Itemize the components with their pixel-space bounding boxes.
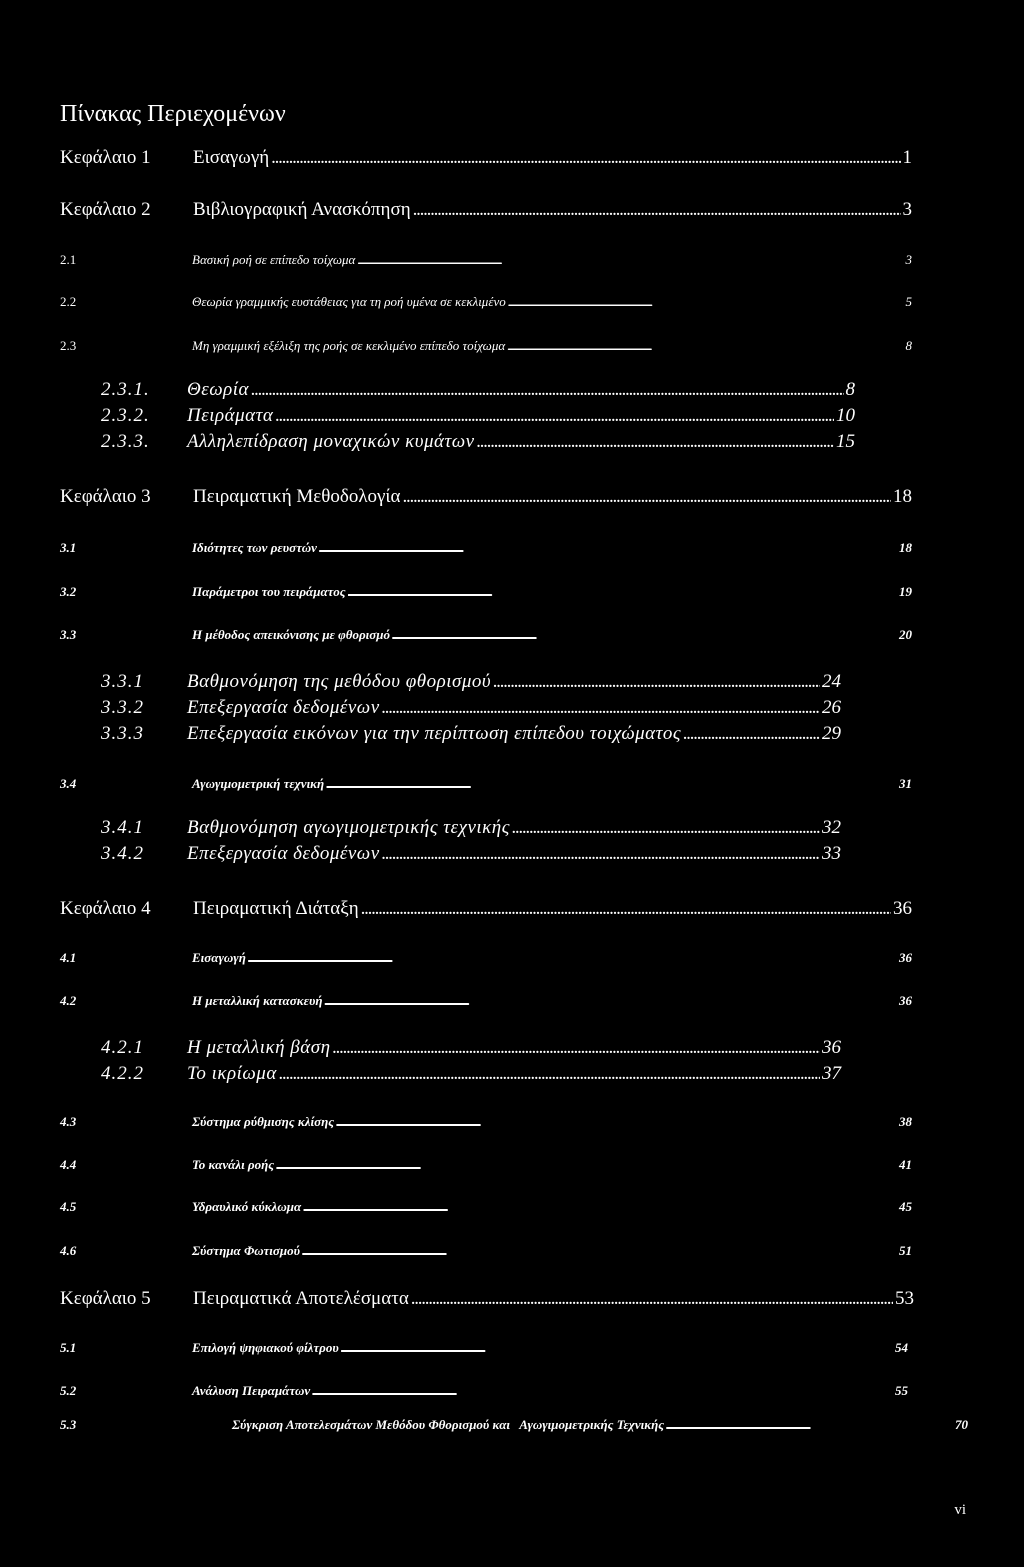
dot-leader (361, 898, 891, 920)
entry-title: Ανάλυση Πειραμάτων (192, 1383, 311, 1398)
entry-title: Σύγκριση Αποτελεσμάτων Μεθόδου Φθορισμού και Αγωγιμομετρικής Τεχνικής (232, 1417, 665, 1432)
page-number: vi (954, 1502, 966, 1518)
dot-leader (382, 843, 820, 865)
entry-number: 4.1 (60, 950, 77, 965)
entry-page: 38 (899, 1114, 912, 1129)
entry-page: 8 (905, 338, 912, 353)
entry-number: 3.3 (60, 627, 77, 642)
dot-leader (333, 1037, 820, 1059)
dot-leader (411, 1288, 893, 1310)
dot-leader (336, 1114, 897, 1130)
entry-title: Υδραυλικό κύκλωμα (192, 1199, 302, 1214)
toc-entry-3-4-1[interactable] (101, 817, 841, 843)
toc-entry-5-1[interactable] (60, 1340, 908, 1358)
entry-page: 32 (822, 817, 841, 838)
entry-page: 70 (955, 1417, 968, 1432)
entry-page: 55 (895, 1383, 908, 1398)
entry-page: 41 (899, 1157, 912, 1172)
toc-entry-4-6[interactable] (60, 1243, 912, 1261)
entry-page: 45 (899, 1199, 912, 1214)
entry-number: 4.5 (60, 1199, 77, 1214)
entry-page: 33 (822, 843, 841, 864)
toc-entry-3-4[interactable] (60, 776, 912, 794)
entry-title: Θεωρία (187, 379, 249, 400)
dot-leader (326, 776, 897, 792)
entry-number: 4.2 (60, 993, 77, 1008)
entry-title: Επιλογή ψηφιακού φίλτρου (192, 1340, 339, 1355)
entry-page: 36 (822, 1037, 841, 1058)
dot-leader (413, 199, 901, 221)
entry-page: 36 (899, 993, 912, 1008)
entry-title: Πειραματικά Αποτελέσματα (193, 1288, 409, 1309)
entry-number: 2.3.3. (101, 431, 150, 452)
entry-number: 4.6 (60, 1243, 77, 1258)
entry-page: 31 (899, 776, 912, 791)
entry-number: 3.2 (60, 584, 77, 599)
entry-number: 3.4.2 (101, 843, 144, 864)
dot-leader (357, 252, 903, 268)
entry-title: Επεξεργασία δεδομένων (187, 843, 380, 864)
entry-number: 5.1 (60, 1340, 77, 1355)
toc-entry-chapter-4[interactable] (60, 898, 912, 924)
toc-entry-chapter-5[interactable] (60, 1288, 914, 1314)
entry-number: 3.3.3 (101, 723, 144, 744)
entry-title: Σύστημα ρύθμισης κλίσης (192, 1114, 335, 1129)
dot-leader (666, 1417, 953, 1433)
dot-leader (392, 627, 897, 643)
entry-number: 4.3 (60, 1114, 77, 1129)
entry-title: Μη γραμμική εξέλιξη της ροής σε κεκλιμένο επίπεδο τοίχωμα (192, 338, 506, 353)
entry-page: 51 (899, 1243, 912, 1258)
toc-entry-3-3[interactable] (60, 627, 912, 645)
toc-heading: Πίνακας Περιεχομένων (60, 101, 286, 127)
entry-number: 4.4 (60, 1157, 77, 1172)
entry-page: 15 (836, 431, 855, 452)
dot-leader (324, 993, 897, 1009)
dot-leader (275, 405, 834, 427)
entry-title: Η μέθοδος απεικόνισης με φθορισμό (192, 627, 391, 642)
entry-title: Θεωρία γραμμικής ευστάθειας για τη ροή υμένα σε κεκλιμένο (192, 294, 506, 309)
toc-entry-2-2[interactable] (60, 294, 912, 312)
entry-number: Κεφάλαιο 1 (60, 147, 151, 168)
entry-page: 5 (905, 294, 912, 309)
dot-leader (348, 584, 897, 600)
toc-entry-4-2-1[interactable] (101, 1037, 841, 1063)
entry-number: Κεφάλαιο 3 (60, 486, 151, 507)
entry-page: 20 (899, 627, 912, 642)
entry-title: Η μεταλλική κατασκευή (192, 993, 323, 1008)
entry-page: 18 (899, 540, 912, 555)
dot-leader (303, 1199, 897, 1215)
toc-entry-2-3-3[interactable] (101, 431, 855, 457)
entry-title: Ιδιότητες των ρευστών (192, 540, 317, 555)
entry-title: Σύστημα Φωτισμού (192, 1243, 300, 1258)
toc-entry-3-2[interactable] (60, 584, 912, 602)
dot-leader (276, 1157, 897, 1173)
toc-entry-4-2-2[interactable] (101, 1063, 841, 1089)
dot-leader (477, 431, 834, 453)
entry-title: Η μεταλλική βάση (187, 1037, 331, 1058)
entry-number: Κεφάλαιο 5 (60, 1288, 151, 1309)
toc-entry-4-2[interactable] (60, 993, 912, 1011)
dot-leader (251, 379, 844, 401)
dot-leader (312, 1383, 893, 1399)
entry-title: Βαθμονόμηση της μεθόδου φθορισμού (187, 671, 492, 692)
entry-number: 2.3 (60, 338, 77, 353)
toc-entry-2-1[interactable] (60, 252, 912, 270)
toc-entry-4-1[interactable] (60, 950, 912, 968)
dot-leader (248, 950, 897, 966)
entry-page: 36 (893, 898, 912, 919)
entry-page: 37 (822, 1063, 841, 1084)
dot-leader (683, 723, 820, 745)
entry-number: 3.4 (60, 776, 77, 791)
dot-leader (403, 486, 892, 508)
entry-number: 2.2 (60, 294, 77, 309)
entry-title: Αγωγιμομετρική τεχνική (192, 776, 325, 791)
entry-title: Παράμετροι του πειράματος (192, 584, 346, 599)
toc-entry-3-3-1[interactable] (101, 671, 841, 697)
entry-title: Πειραματική Διάταξη (193, 898, 359, 919)
entry-number: 3.1 (60, 540, 77, 555)
entry-number: 2.1 (60, 252, 77, 267)
entry-number: 5.2 (60, 1383, 77, 1398)
entry-title: Αλληλεπίδραση μοναχικών κυμάτων (187, 431, 475, 452)
entry-page: 18 (893, 486, 912, 507)
toc-entry-2-3-2[interactable] (101, 405, 855, 431)
entry-title: Επεξεργασία δεδομένων (187, 697, 380, 718)
entry-number: 3.4.1 (101, 817, 144, 838)
toc-entry-4-5[interactable] (60, 1199, 912, 1217)
entry-number: 4.2.1 (101, 1037, 144, 1058)
toc-entry-3-1[interactable] (60, 540, 912, 558)
entry-title: Πειράματα (187, 405, 274, 426)
entry-number: Κεφάλαιο 2 (60, 199, 151, 220)
toc-entry-5-2[interactable] (60, 1383, 908, 1401)
dot-leader (302, 1243, 897, 1259)
toc-entry-4-4[interactable] (60, 1157, 912, 1175)
dot-leader (271, 147, 900, 169)
dot-leader (341, 1340, 893, 1356)
entry-number: 3.3.2 (101, 697, 144, 718)
toc-entry-2-3-1[interactable] (101, 379, 855, 405)
entry-title: Βιβλιογραφική Ανασκόπηση (193, 199, 411, 220)
dot-leader (319, 540, 897, 556)
entry-page: 19 (899, 584, 912, 599)
entry-title: Εισαγωγή (193, 147, 270, 168)
toc-entry-3-4-2[interactable] (101, 843, 841, 869)
entry-title: Το κανάλι ροής (192, 1157, 275, 1172)
toc-entry-chapter-1[interactable] (60, 147, 912, 173)
entry-page: 36 (899, 950, 912, 965)
toc-entry-3-3-3[interactable] (101, 723, 841, 749)
dot-leader (493, 671, 820, 693)
toc-entry-5-3[interactable] (60, 1417, 968, 1435)
entry-page: 26 (822, 697, 841, 718)
toc-entry-3-3-2[interactable] (101, 697, 841, 723)
entry-page: 10 (836, 405, 855, 426)
entry-title: Επεξεργασία εικόνων για την περίπτωση επίπεδου τοιχώματος (187, 723, 682, 744)
dot-leader (508, 294, 904, 310)
entry-page: 24 (822, 671, 841, 692)
dot-leader (382, 697, 820, 719)
dot-leader (279, 1063, 820, 1085)
entry-number: Κεφάλαιο 4 (60, 898, 151, 919)
entry-title: Βαθμονόμηση αγωγιμομετρικής τεχνικής (187, 817, 510, 838)
entry-page: 3 (902, 199, 912, 220)
entry-number: 5.3 (60, 1417, 77, 1432)
entry-page: 1 (902, 147, 912, 168)
toc-entry-4-3[interactable] (60, 1114, 912, 1132)
entry-title: Βασική ροή σε επίπεδο τοίχωμα (192, 252, 356, 267)
entry-number: 4.2.2 (101, 1063, 144, 1084)
entry-page: 3 (905, 252, 912, 267)
toc-entry-chapter-3[interactable] (60, 486, 912, 512)
toc-entry-2-3[interactable] (60, 338, 912, 356)
dot-leader (507, 338, 903, 354)
toc-entry-chapter-2[interactable] (60, 199, 912, 225)
entry-page: 53 (895, 1288, 914, 1309)
entry-title: Εισαγωγή (192, 950, 246, 965)
entry-page: 54 (895, 1340, 908, 1355)
dot-leader (512, 817, 820, 839)
entry-page: 29 (822, 723, 841, 744)
entry-number: 2.3.2. (101, 405, 150, 426)
entry-title: Το ικρίωμα (187, 1063, 277, 1084)
entry-number: 3.3.1 (101, 671, 144, 692)
entry-title: Πειραματική Μεθοδολογία (193, 486, 401, 507)
entry-number: 2.3.1. (101, 379, 150, 400)
entry-page: 8 (845, 379, 855, 400)
